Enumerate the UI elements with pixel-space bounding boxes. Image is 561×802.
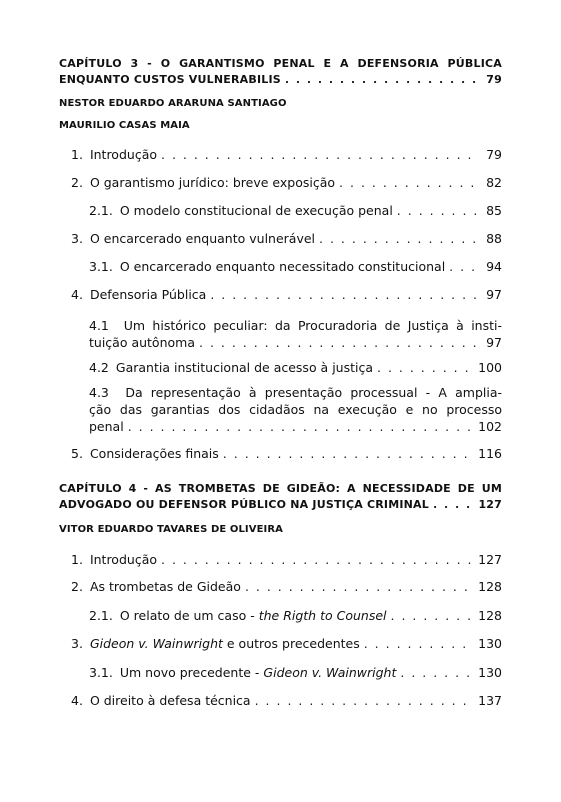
entry-title: Introdução (89, 552, 157, 567)
toc-entry[interactable] (59, 551, 502, 568)
entry-page: 82 (486, 175, 502, 190)
toc-entry[interactable] (59, 286, 502, 303)
toc-entry[interactable] (59, 445, 502, 462)
entry-page: 88 (486, 231, 502, 246)
entry-title-italic: the Rigth to Counsel (258, 608, 387, 623)
entry-title: Introdução (89, 147, 157, 162)
entry-number: 4.1 (89, 318, 109, 333)
entry-title: O encarcerado enquanto necessitado constitucional (119, 259, 446, 274)
entry-title-line2: tuição autônoma (89, 335, 195, 350)
chapter-3-title-line2: ENQUANTO CUSTOS VULNERABILIS (59, 73, 281, 86)
chapter-3-page: 79 (486, 73, 502, 86)
entry-title-italic: Gideon v. Wainwright (89, 636, 223, 651)
entry-number: 2. (71, 175, 83, 190)
chapter-4-title-line2: ADVOGADO OU DEFENSOR PÚBLICO NA JUSTIÇA CRIMINAL (59, 498, 429, 511)
leader-dots (161, 551, 474, 568)
entry-page: 94 (486, 259, 502, 274)
entry-title-plain: Um novo precedente - (119, 665, 264, 680)
entry-title-line1: Um histórico peculiar: da Procuradoria de Justiça à insti- (123, 318, 502, 333)
entry-title-line2: ção das garantias dos cidadãos na execução e no processo (89, 402, 502, 417)
entry-title (90, 635, 360, 652)
entry-page: 130 (478, 665, 502, 680)
leader-dots (223, 445, 474, 462)
entry-title: Garantia institucional de acesso à justiça (115, 360, 374, 375)
toc-entry[interactable] (59, 664, 502, 681)
chapter-4-page: 127 (478, 498, 502, 511)
entry-title: O garantismo jurídico: breve exposição (89, 175, 336, 190)
leader-dots (364, 635, 474, 652)
entry-page: 85 (486, 203, 502, 218)
entry-page: 97 (486, 287, 502, 302)
leader-dots (245, 578, 474, 595)
entry-title (120, 664, 397, 681)
leader-dots (199, 334, 478, 351)
toc-entry[interactable] (59, 202, 502, 219)
entry-number: 4.3 (89, 385, 109, 400)
entry-number: 3.1. (89, 665, 113, 680)
leader-dots (400, 664, 474, 681)
entry-page: 102 (478, 419, 502, 434)
entry-number: 2.1. (89, 203, 113, 218)
leader-dots (210, 286, 478, 303)
leader-dots (377, 359, 474, 376)
leader-dots (161, 146, 478, 163)
toc-entry[interactable] (59, 230, 502, 247)
toc-entry[interactable] (59, 258, 502, 275)
toc-entry[interactable] (59, 578, 502, 595)
chapter-4-author-1: VITOR EDUARDO TAVARES DE OLIVEIRA (59, 524, 283, 535)
chapter-3-heading (59, 56, 502, 88)
leader-dots (255, 692, 475, 709)
entry-title: Considerações finais (89, 446, 219, 461)
entry-number: 1. (71, 552, 83, 567)
entry-number: 3.1. (89, 259, 113, 274)
entry-title-line3: penal (89, 419, 124, 434)
leader-dots (285, 72, 482, 88)
entry-title: O modelo constitucional de execução penal (119, 203, 393, 218)
entry-title: O direito à defesa técnica (89, 693, 251, 708)
chapter-3-author-1: NESTOR EDUARDO ARARUNA SANTIAGO (59, 98, 287, 109)
leader-dots (319, 230, 478, 247)
entry-title-plain: e outros precedentes (222, 636, 360, 651)
leader-dots (391, 607, 475, 624)
entry-title-line1: Da representação à presentação processual - A amplia- (125, 385, 502, 400)
leader-dots (433, 497, 474, 513)
entry-page: 100 (478, 360, 502, 375)
leader-dots (128, 418, 474, 435)
entry-title (120, 607, 387, 624)
toc-entry[interactable] (59, 384, 502, 435)
chapter-3-title-line1: CAPÍTULO 3 - O GARANTISMO PENAL E A DEFENSORIA PÚBLICA (59, 57, 502, 70)
toc-entry[interactable] (59, 692, 502, 709)
entry-title-plain: O relato de um caso - (119, 608, 259, 623)
entry-title: As trombetas de Gideão (89, 579, 241, 594)
entry-page: 128 (478, 608, 502, 623)
entry-page: 128 (478, 579, 502, 594)
entry-number: 2.1. (89, 608, 113, 623)
entry-page: 79 (486, 147, 502, 162)
entry-title: O encarcerado enquanto vulnerável (89, 231, 316, 246)
entry-title: Defensoria Pública (89, 287, 207, 302)
toc-entry[interactable] (59, 607, 502, 624)
entry-number: 3. (71, 636, 83, 651)
entry-page: 127 (478, 552, 502, 567)
entry-page: 137 (478, 693, 502, 708)
entry-number: 3. (71, 231, 83, 246)
chapter-4-title-line1: CAPÍTULO 4 - AS TROMBETAS DE GIDEÃO: A NECESSIDADE DE UM (59, 482, 502, 495)
entry-page: 116 (478, 446, 502, 461)
toc-entry[interactable] (59, 635, 502, 652)
toc-entry[interactable] (59, 174, 502, 191)
toc-entry[interactable] (59, 146, 502, 163)
toc-entry[interactable] (59, 359, 502, 376)
entry-number: 4. (71, 693, 83, 708)
leader-dots (339, 174, 478, 191)
entry-number: 4. (71, 287, 83, 302)
toc-entry[interactable] (59, 317, 502, 351)
entry-number: 2. (71, 579, 83, 594)
entry-number: 5. (71, 446, 83, 461)
entry-page: 97 (486, 335, 502, 350)
leader-dots (449, 258, 478, 275)
entry-number: 4.2 (89, 360, 109, 375)
entry-page: 130 (478, 636, 502, 651)
entry-title-italic: Gideon v. Wainwright (263, 665, 397, 680)
chapter-4-heading (59, 481, 502, 513)
entry-number: 1. (71, 147, 83, 162)
leader-dots (397, 202, 478, 219)
chapter-3-author-2: MAURILIO CASAS MAIA (59, 120, 190, 131)
